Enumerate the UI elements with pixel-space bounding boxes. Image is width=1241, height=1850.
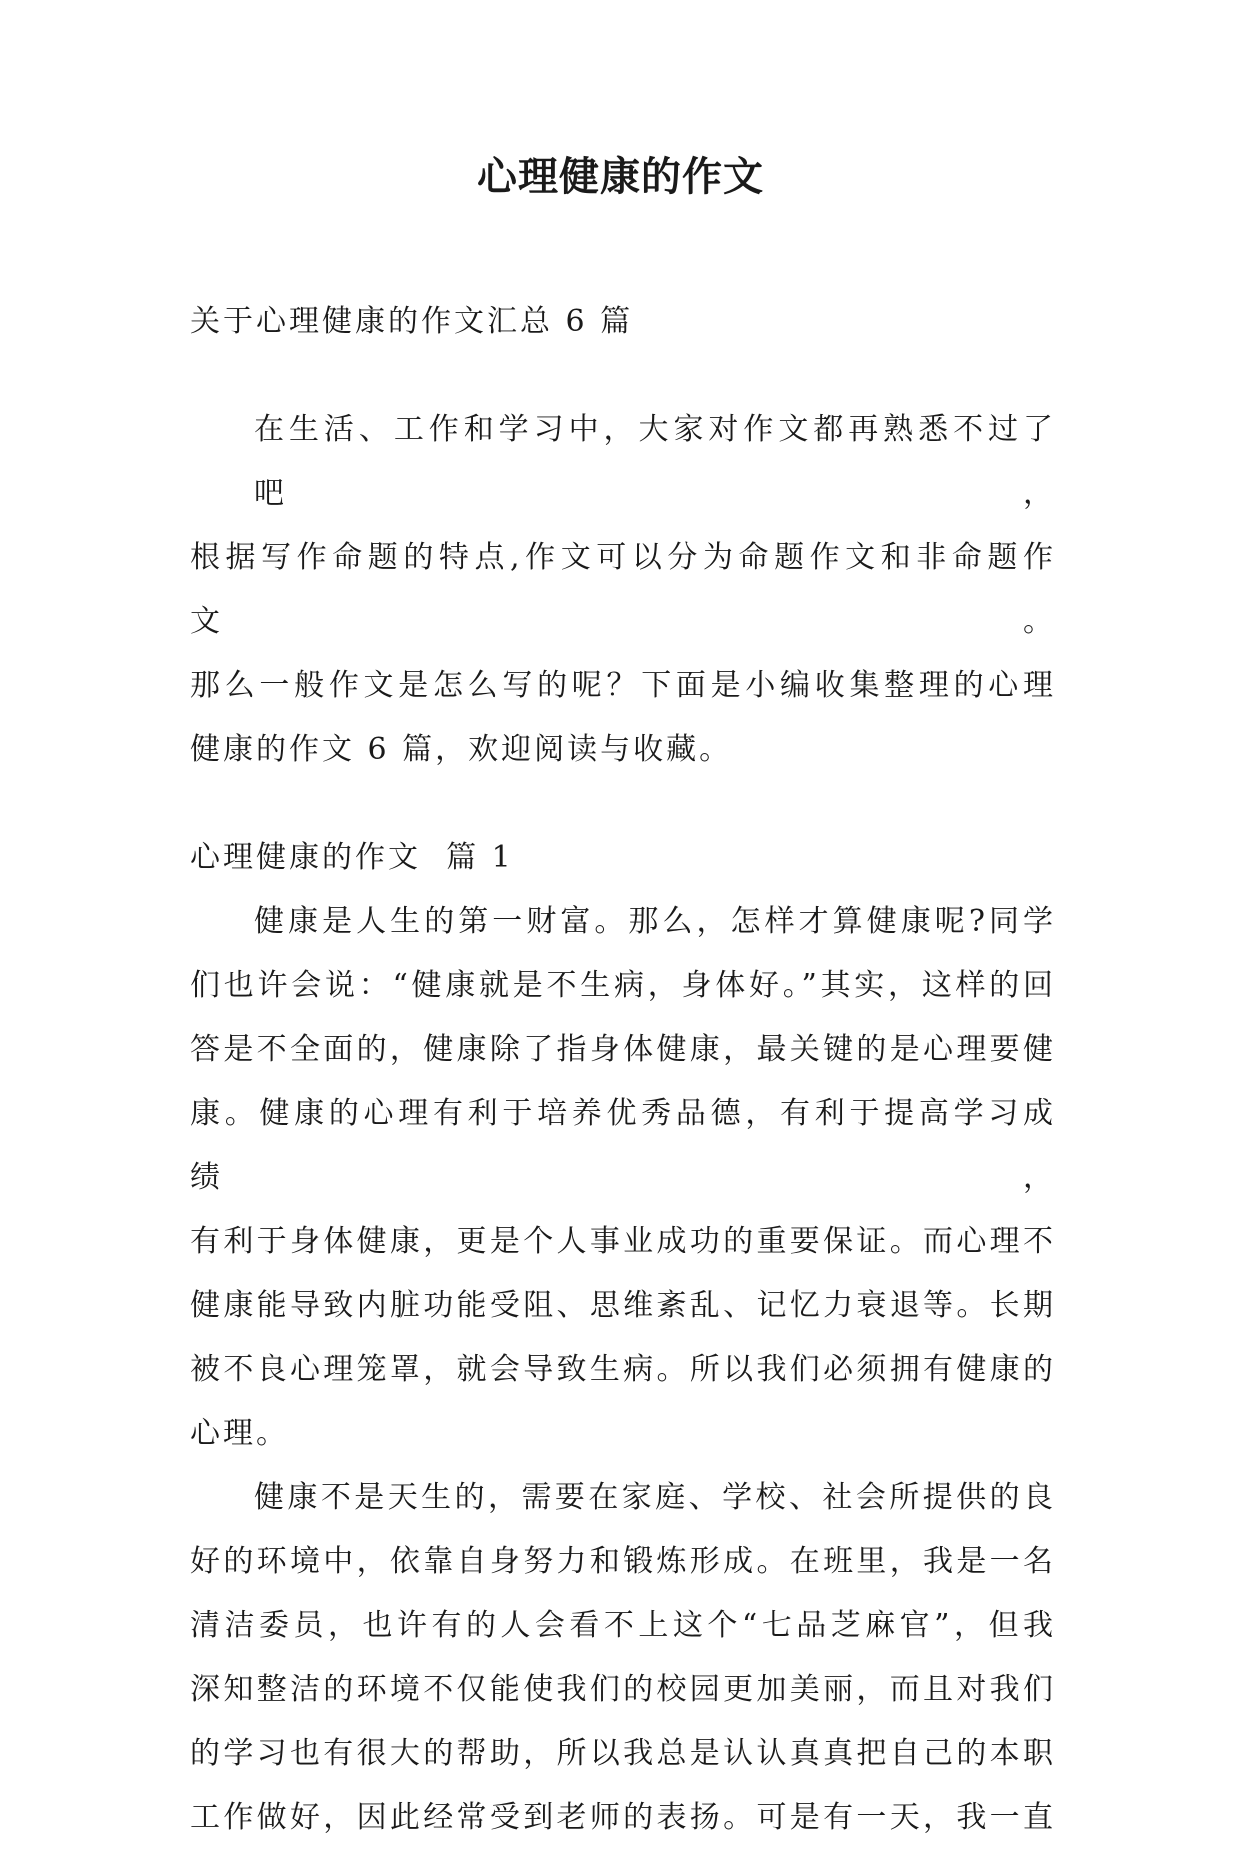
text-line: 心理。 (190, 1416, 289, 1451)
text-line: 清洁委员，也许有的人会看不上这个“七品芝麻官”，但我 (190, 1608, 1056, 1643)
text-line: 康。健康的心理有利于培养优秀品德，有利于提高学习成绩， (190, 1096, 1056, 1195)
paragraph-gap (190, 782, 1056, 826)
text-line: 健康是人生的第一财富。那么，怎样才算健康呢?同学 (254, 904, 1056, 939)
text-line: 工作做好，因此经常受到老师的表扬。可是有一天，我一直 (190, 1800, 1056, 1835)
text-line: 根据写作命题的特点,作文可以分为命题作文和非命题作文。 (190, 540, 1056, 639)
paragraph-2 (190, 1466, 1056, 1850)
text-line: 被不良心理笼罩，就会导致生病。所以我们必须拥有健康的 (190, 1352, 1056, 1387)
intro-paragraph (190, 398, 1056, 782)
section-heading: 心理健康的作文 篇 1 (190, 840, 514, 875)
document-title: 心理健康的作文 (477, 153, 764, 200)
text-line: 的学习也有很大的帮助，所以我总是认认真真把自己的本职 (190, 1736, 1056, 1771)
document-subtitle: 关于心理健康的作文汇总 6 篇 (190, 304, 634, 339)
text-line: 答是不全面的，健康除了指身体健康，最关键的是心理要健 (190, 1032, 1056, 1067)
text-line: 健康能导致内脏功能受阻、思维紊乱、记忆力衰退等。长期 (190, 1288, 1056, 1323)
text-line: 深知整洁的环境不仅能使我们的校园更加美丽，而且对我们 (190, 1672, 1056, 1707)
paragraph-gap (190, 354, 1056, 398)
paragraph-1 (190, 890, 1056, 1466)
text-line: 有利于身体健康，更是个人事业成功的重要保证。而心理不 (190, 1224, 1056, 1259)
text-line: 们也许会说：“健康就是不生病，身体好。”其实，这样的回 (190, 968, 1056, 1003)
text-line: 健康的作文 6 篇，欢迎阅读与收藏。 (190, 732, 733, 767)
text-line: 那么一般作文是怎么写的呢？下面是小编收集整理的心理 (190, 668, 1056, 703)
text-line: 在生活、工作和学习中，大家对作文都再熟悉不过了吧， (254, 412, 1056, 511)
document-body (190, 290, 1056, 1850)
text-line: 健康不是天生的，需要在家庭、学校、社会所提供的良 (254, 1480, 1056, 1515)
text-line: 好的环境中，依靠自身努力和锻炼形成。在班里，我是一名 (190, 1544, 1056, 1579)
